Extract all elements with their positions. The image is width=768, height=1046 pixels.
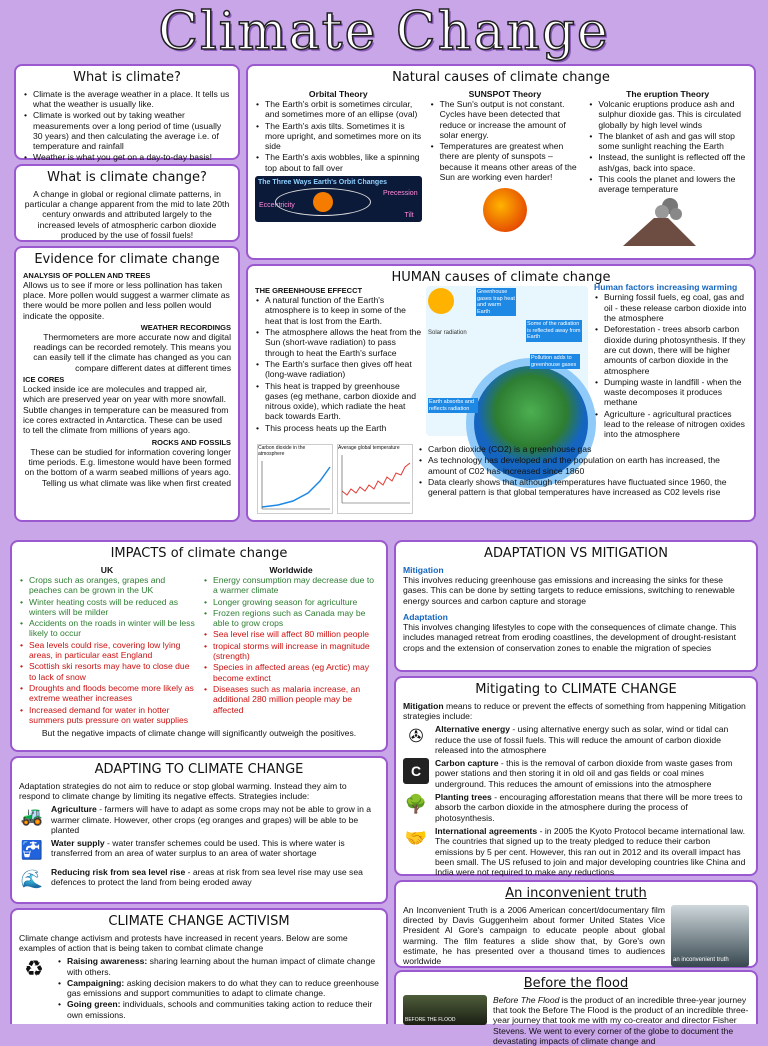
inconvenient-heading: An inconvenient truth	[505, 886, 647, 901]
greenhouse-diagram	[426, 286, 588, 436]
impacts-panel	[10, 540, 388, 752]
orbit-diagram	[255, 176, 422, 222]
diagram-label: Earth absorbs and reflects radiation	[428, 398, 478, 413]
pollen-title: ANALYSIS OF POLLEN AND TREES	[23, 270, 151, 280]
mitigation-text: This involves reducing greenhouse gas emissions and increasing the sinks for these gases. This can be done by setting targets to reduce emissions, switching to renewable energy sources and carbon capture and storage	[403, 574, 735, 606]
strategy-item	[19, 804, 379, 835]
activism-panel	[10, 908, 388, 1024]
flood-heading: Before the flood	[523, 976, 629, 991]
sunspot-title: SUNSPOT Theory	[468, 88, 542, 99]
wind-turbine-icon: ✇	[408, 726, 424, 747]
adaptation-text: This involves changing lifestyles to cope with the consequences of climate change. This includes managed retreat from eroding coastlines, the development of drought-resistant crops and the extension of conservation zones to enable the migration of species	[403, 622, 737, 653]
eruption-title: The eruption Theory	[626, 88, 710, 99]
definition-text: A change in global or regional climate patterns, in particular a change apparent from the mid to late 20th century onwards and attributed largely to the increased levels of atmospheric carbon dioxide produced by the use of fossil fuels!	[24, 188, 230, 240]
list-item: • This cools the planet and lowers the average temperature	[588, 174, 747, 195]
mitigating-panel	[394, 676, 758, 876]
strategy-item	[403, 792, 749, 823]
ice-title: ICE CORES	[23, 375, 65, 385]
list-item: • This process heats up the Earth	[255, 423, 423, 433]
activism-intro: Climate change activism and protests have increased in recent years. Below are some examples of action that is being taken to combat climate change	[19, 932, 348, 953]
recycle-icon: ♻	[24, 956, 44, 982]
strategy-item	[403, 826, 749, 878]
strategy-text: Carbon capture - this is the removal of carbon dioxide from waste gases from power stations and then storing it in old oil and gas fields or coal mines underground. This reduces the amount of emissions into the atmosphere	[435, 758, 733, 789]
mitigating-intro: Mitigation means to reduce or prevent the effects of something from happening Mitigation strategies include:	[403, 700, 746, 721]
rocks-title: ROCKS AND FOSSILS	[151, 437, 231, 447]
impacts-footer: But the negative impacts of climate change will significantly outweigh the positives.	[41, 728, 357, 739]
strategy-item	[19, 838, 379, 864]
list-item: • Instead, the sunlight is reflected off the ash/gas, back into space.	[588, 152, 747, 173]
list-item: • Increased demand for water in hotter summers puts pressure on water supplies	[19, 705, 195, 726]
natural-causes-panel	[246, 64, 756, 260]
diagram-label: Solar radiation	[428, 330, 467, 336]
strategy-text: Water supply - water transfer schemes could be used. This is where water is transferred from an area of water surplus to an area of water shortage	[51, 838, 345, 859]
list-item: • Dumping waste in landfill - when the waste decomposes it produces methane	[594, 377, 750, 408]
co2-line	[262, 467, 330, 507]
list-item: • The Sun's output is not constant. Cycles have been detected that reduce or increase the amount of solar energy.	[430, 99, 581, 140]
wave-icon: 🌊	[20, 869, 44, 890]
list-item: • Weather is what you get on a day-to-day basis!	[23, 152, 231, 162]
ice-text: Locked inside ice are molecules and trapped air, which are preserved year on year with more snowfall. Subtle changes in temperature can be measured from ice cores extracted in Antarctica. These can be used to tell the climate from millions of years ago.	[23, 384, 229, 436]
orbital-title: Orbital Theory	[308, 88, 368, 99]
film-poster	[403, 995, 487, 1025]
weather-title: WEATHER RECORDINGS	[140, 322, 231, 332]
human-causes-heading: HUMAN causes of climate change	[391, 270, 611, 285]
strategy-item	[403, 758, 749, 789]
poster-title: BEFORE THE FLOOD	[405, 1016, 456, 1023]
list-item: • Sea level rise will affect 80 million people	[203, 629, 379, 639]
list-item: • This heat is trapped by greenhouse gases (eg methane, carbon dioxide and nitrous oxide), which radiate the heat back towards Earth.	[255, 381, 423, 422]
human-causes-panel	[246, 264, 756, 522]
what-is-climate-heading: What is climate?	[73, 70, 181, 85]
list-item: • Droughts and floods become more likely as extreme weather increases	[19, 683, 195, 704]
list-item: • Climate is the average weather in a place. It tells us what the weather is usually like.	[23, 89, 231, 110]
diagram-label: Greenhouse gases trap heat and warm Earth	[477, 289, 515, 315]
list-item: • Diseases such as malaria increase, an additional 280 million people may be affected	[203, 684, 379, 715]
strategy-item	[19, 867, 379, 893]
list-item: • Going green: individuals, schools and communities taking action to reduce their own emissions.	[57, 999, 379, 1020]
orbit-label: Eccentricity	[259, 202, 295, 210]
strategy-text: Planting trees - encouraging afforestation means that there will be more trees to absorb the carbon dioxide in the atmosphere during the process of photosynthesis.	[435, 792, 743, 823]
what-is-climate-panel	[14, 64, 240, 163]
list-item: • Crops such as oranges, grapes and peaches can be grown in the UK	[19, 575, 195, 596]
list-item: • The Earth's surface then gives off heat (long-wave radiation)	[255, 359, 423, 380]
rocks-text: These can be studied for information covering longer time periods. E.g. limestone would have been formed on the bottom of a warm seabed millions of years ago. Telling us what climate was like when first created	[24, 446, 231, 488]
list-item: • Burning fossil fuels, eg coal, gas and oil - these release carbon dioxide into the atmosphere	[594, 292, 750, 323]
handshake-icon: 🤝	[404, 828, 428, 849]
list-item: • Energy consumption may decrease due to a warmer climate	[203, 575, 379, 596]
adaptation-vs-mitigation-panel	[394, 540, 758, 672]
orbit-label: Tilt	[404, 211, 414, 219]
temperature-line	[342, 463, 410, 495]
orbit-label: Precession	[382, 190, 418, 198]
carbon-icon: C	[403, 758, 429, 784]
list-item: • Data clearly shows that although temperatures have fluctuated since 1960, the general pattern is that global temperatures have increased as C02 levels rise	[418, 477, 750, 498]
list-item: • A natural function of the Earth's atmosphere is to keep in some of the heat that is lost from the Earth.	[255, 295, 423, 326]
list-item: • Agriculture - agricultural practices lead to the release of nitrogen oxides into the atmosphere	[594, 409, 750, 440]
list-item: • The atmosphere allows the heat from the Sun (short-wave radiation) to pass through to heat the Earth's surface	[255, 327, 423, 358]
mitigating-heading: Mitigating to CLIMATE CHANGE	[475, 682, 677, 697]
list-item: • As technology has developed and the population on earth has increased, the amount of C02 has increased since 1860	[418, 455, 750, 476]
before-the-flood-panel	[394, 970, 758, 1046]
adapting-panel	[10, 756, 388, 904]
graph-title: Carbon dioxide in the atmosphere	[258, 445, 306, 457]
list-item: • Scottish ski resorts may have to close due to lack of snow	[19, 661, 195, 682]
list-item: • Deforestation - trees absorb carbon dioxide during photosynthesis. If they are cut down, there will be higher amounts of carbon dioxide in the atmosphere	[594, 324, 750, 376]
what-is-climate-change-panel	[14, 164, 240, 242]
list-item: • Climate is worked out by taking weather measurements over a long period of time (usually 30 years) and then calculating the average i.e. of temperature and rainfall	[23, 110, 231, 151]
strategy-text: Reducing risk from sea level rise - areas at risk from sea level rise may use sea defences to protect the land from being eroded away	[51, 867, 363, 888]
sun-icon	[428, 288, 454, 314]
adaptation-title: Adaptation	[403, 611, 448, 622]
inconvenient-truth-panel	[394, 880, 758, 968]
strategy-item	[403, 724, 749, 755]
inconvenient-text: An Inconvenient Truth is a 2006 American concert/documentary film directed by Davis Guggenheim about former United States Vice President Al Gore's campaign to educate people about global warming. The film features a slide show that, by Gore's own estimate, he has presented over a thousand times to audiences worldwide	[403, 904, 665, 967]
adapting-heading: ADAPTING TO CLIMATE CHANGE	[94, 762, 304, 777]
what-is-climate-change-heading: What is climate change?	[47, 170, 207, 185]
strategy-text: Alternative energy - using alternative energy such as solar, wind or tidal can reduce the use of fossil fuels. This will reduce the amount of carbon dioxide released into the atmosphere	[435, 724, 729, 755]
list-item: • Accidents on the roads in winter will be less likely to occur	[19, 618, 195, 639]
sun-icon	[483, 188, 527, 232]
adaptation-vs-heading: ADAPTATION VS MITIGATION	[484, 546, 668, 561]
flood-text: Before The Flood is the product of an incredible three-year journey that took the Before The Flood is the product of an incredible three-year journey that took me with my co-creator and director Fisher Stevens. We went to every corner of the globe to document the devastating impacts of climate change and	[493, 994, 749, 1046]
volcano-icon	[618, 196, 698, 246]
co2-graph	[257, 444, 333, 514]
list-item: • Sea levels could rise, covering low lying areas, in particular east England	[19, 640, 195, 661]
temperature-graph	[337, 444, 413, 514]
list-item: • tropical storms will increase in magnitude (strength)	[203, 641, 379, 662]
strategy-text: Agriculture - farmers will have to adapt as some crops may not be able to grow in a warmer climate. However, other crops (eg oranges and grapes) will be able to be planted	[51, 804, 372, 835]
natural-causes-heading: Natural causes of climate change	[392, 70, 610, 85]
list-item: • Winter heating costs will be reduced as winters will be milder	[19, 597, 195, 618]
orbit-caption: The Three Ways Earth's Orbit Changes	[258, 179, 387, 187]
activism-heading: CLIMATE CHANGE ACTIVISM	[108, 914, 290, 929]
graph-title: Average global temperature	[338, 445, 400, 451]
list-item: • Species in affected areas (eg Arctic) may become extinct	[203, 662, 379, 683]
list-item: • Raising awareness: sharing learning about the human impact of climate change with others.	[57, 956, 379, 977]
impacts-heading: IMPACTS of climate change	[110, 546, 288, 561]
uk-title: UK	[100, 564, 114, 575]
list-item: • The Earth's orbit is sometimes circular, and sometimes more of an ellipse (oval)	[255, 99, 422, 120]
diagram-label: Some of the radiation is reflected away from Earth	[527, 321, 581, 341]
pollen-text: Allows us to see if more or less pollination has taken place. More pollen would suggest a warmer climate as there would be more pollen and less pollen would indicate the opposite.	[23, 279, 230, 321]
list-item: • Longer growing season for agriculture	[203, 597, 379, 607]
strategy-text: International agreements - in 2005 the Kyoto Protocol became international law. The countries that signed up to the treaty pledged to reduce their carbon emissions by 5 per cent. However, this ran out in 2012 and its overall impact has been small. The US refused to join and major developing countries like China and India were not required to make any reductions	[435, 826, 746, 878]
list-item: • Carbon dioxide (CO2) is a greenhouse gas	[418, 444, 750, 454]
diagram-label: Pollution adds to greenhouse gases	[530, 354, 580, 369]
mitigation-title: Mitigation	[403, 564, 444, 575]
factors-title: Human factors increasing warming	[594, 282, 738, 292]
list-item: • The Earth's axis tilts. Sometimes it is more upright, and sometimes more on its side	[255, 121, 422, 152]
list-item: • Volcanic eruptions produce ash and sulphur dioxide gas. This is circulated globally by high level winds	[588, 99, 747, 130]
list-item: • The blanket of ash and gas will stop some sunlight reaching the Earth	[588, 131, 747, 152]
list-item: • Temperatures are greatest when there are plenty of sunspots – because it means other areas of the Sun are working even harder!	[430, 141, 581, 182]
poster-title: an inconvenient truth	[673, 957, 729, 964]
evidence-heading: Evidence for climate change	[34, 252, 220, 267]
tree-icon: 🌳	[404, 794, 428, 815]
tap-icon: 🚰	[20, 840, 44, 861]
weather-text: Thermometers are more accurate now and digital readings can be recorded remotely. This means you can easily tell if the climate has changed as you can compare different dates at different times	[33, 331, 231, 373]
list-item: • Campaigning: asking decision makers to do what they can to reduce greenhouse gas emissions and support communities to adapt to climate change.	[57, 978, 379, 999]
tractor-icon: 🚜	[20, 806, 44, 827]
adapting-intro: Adaptation strategies do not aim to reduce or stop global warming. Instead they aim to respond to climate change by limiting its negative effects. Strategies include:	[19, 780, 347, 801]
list-item: • The Earth's axis wobbles, like a spinning top about to fall over	[255, 152, 422, 173]
worldwide-title: Worldwide	[269, 564, 313, 575]
list-item: • Frozen regions such as Canada may be able to grow crops	[203, 608, 379, 629]
film-poster	[671, 905, 749, 967]
greenhouse-title: THE GREENHOUSE EFFECCT	[255, 286, 363, 295]
page-title: Climate Change	[158, 2, 610, 62]
evidence-panel	[14, 246, 240, 522]
